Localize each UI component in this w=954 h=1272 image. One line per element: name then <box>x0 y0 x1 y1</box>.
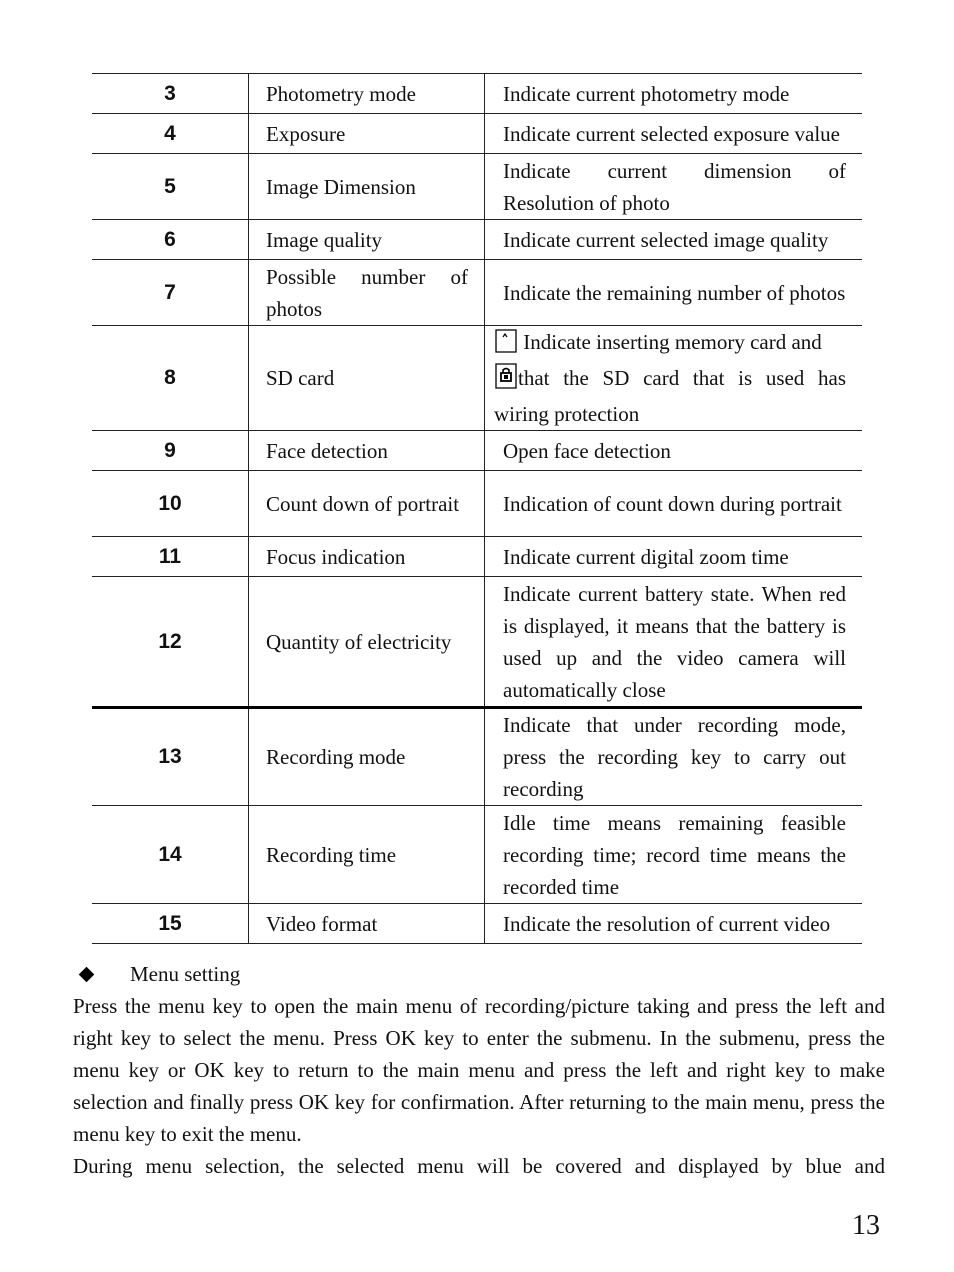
sd-card-locked-icon <box>494 363 518 398</box>
row-number: 15 <box>92 904 249 944</box>
menu-setting-section <box>73 958 885 1182</box>
sd-card-desc-a: Indicate inserting memory card and <box>523 330 822 354</box>
row-number: 13 <box>92 708 249 806</box>
diamond-bullet-icon <box>79 966 95 982</box>
row-description: Indication of count down during portrait <box>485 471 863 537</box>
row-description: Indicate current selected image quality <box>485 220 863 260</box>
table-row <box>92 537 862 577</box>
row-number: 6 <box>92 220 249 260</box>
table-row <box>92 577 862 708</box>
row-item: SD card <box>249 326 485 431</box>
table-row <box>92 431 862 471</box>
row-description: Indicate current photometry mode <box>485 74 863 114</box>
row-description: Indicate current battery state. When red is displayed, it means that the battery is used up and the video camera will automatically close <box>485 577 863 708</box>
row-item: Recording mode <box>249 708 485 806</box>
row-item: Count down of portrait <box>249 471 485 537</box>
row-description: Indicate current digital zoom time <box>485 537 863 577</box>
row-number: 4 <box>92 114 249 154</box>
paragraph: During menu selection, the selected menu will be covered and displayed by blue and <box>73 1154 885 1178</box>
section-heading: Menu setting <box>130 962 241 986</box>
row-item: Photometry mode <box>249 74 485 114</box>
row-description: Indicate current dimension of Resolution of photo <box>485 154 863 220</box>
row-item: Recording time <box>249 806 485 904</box>
icon-description-table <box>92 73 862 944</box>
section-heading-row <box>73 958 885 990</box>
table-row <box>92 220 862 260</box>
row-item: Quantity of electricity <box>249 577 485 708</box>
row-number: 14 <box>92 806 249 904</box>
row-description: Open face detection <box>485 431 863 471</box>
row-number: 11 <box>92 537 249 577</box>
row-item: Video format <box>249 904 485 944</box>
row-description: Indicate the resolution of current video <box>485 904 863 944</box>
table-row <box>92 471 862 537</box>
table-row <box>92 260 862 326</box>
row-item: Possible number of photos <box>249 260 485 326</box>
sd-card-icon <box>494 329 518 362</box>
row-description <box>485 326 863 431</box>
row-number: 7 <box>92 260 249 326</box>
table-row <box>92 904 862 944</box>
table-row <box>92 326 862 431</box>
table-row <box>92 74 862 114</box>
sd-card-desc-b: that the SD card that is used has wiring protection <box>494 366 846 426</box>
row-description: Indicate that under recording mode, press the recording key to carry out recording <box>485 708 863 806</box>
row-item: Image Dimension <box>249 154 485 220</box>
table-row <box>92 154 862 220</box>
row-description: Idle time means remaining feasible recording time; record time means the recorded time <box>485 806 863 904</box>
row-number: 10 <box>92 471 249 537</box>
row-description: Indicate current selected exposure value <box>485 114 863 154</box>
row-number: 12 <box>92 577 249 708</box>
table-row <box>92 114 862 154</box>
row-item: Focus indication <box>249 537 485 577</box>
row-description: Indicate the remaining number of photos <box>485 260 863 326</box>
paragraph: Press the menu key to open the main menu of recording/picture taking and press the left and right key to select the menu. Press OK key to enter the submenu. In the submenu, press the menu key or OK key to return to the main menu and press the left and right key to make selection and finally press OK key for confirmation. After returning to the main menu, press the menu key to exit the menu. <box>73 994 885 1146</box>
row-item: Exposure <box>249 114 485 154</box>
row-number: 8 <box>92 326 249 431</box>
table-row <box>92 806 862 904</box>
row-item: Image quality <box>249 220 485 260</box>
row-item: Face detection <box>249 431 485 471</box>
page-number: 13 <box>852 1210 880 1241</box>
row-number: 3 <box>92 74 249 114</box>
row-number: 9 <box>92 431 249 471</box>
table-row <box>92 708 862 806</box>
row-number: 5 <box>92 154 249 220</box>
